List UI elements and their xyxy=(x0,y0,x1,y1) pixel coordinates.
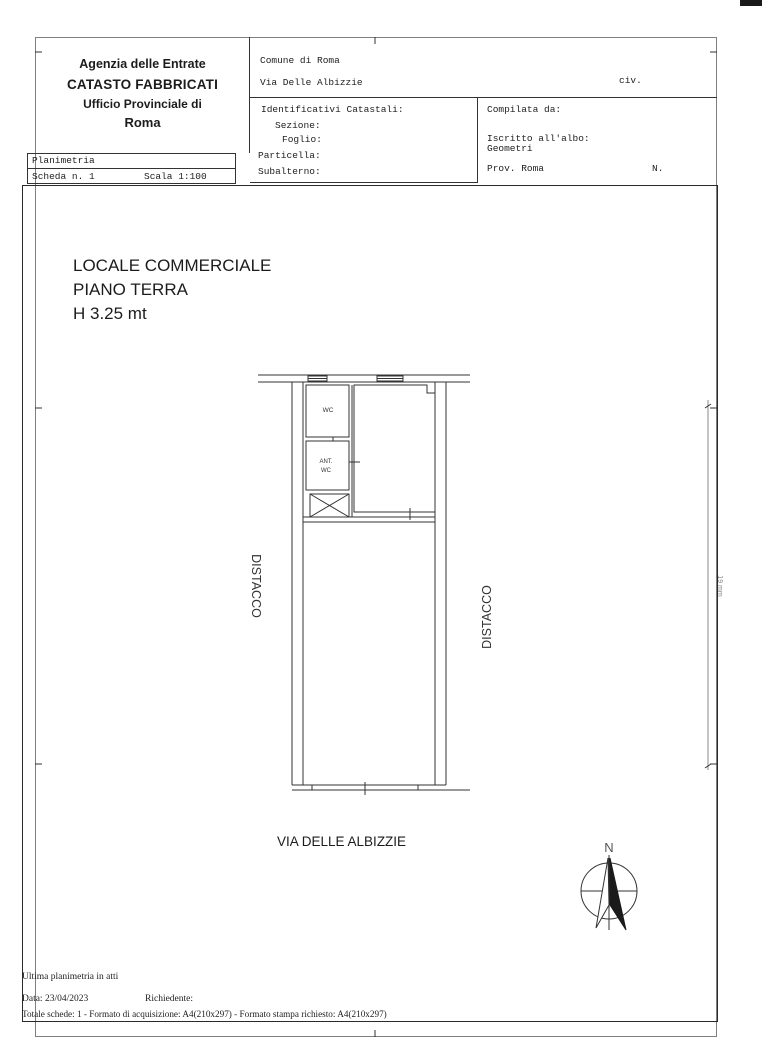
scala-label: Scala 1:100 xyxy=(144,171,207,182)
street-label: VIA DELLE ALBIZZIE xyxy=(277,834,407,849)
plan-title-line3: H 3.25 mt xyxy=(73,304,147,323)
ultima-label: Ultima planimetria in atti xyxy=(22,972,119,982)
ufficio-label: Ufficio Provinciale di xyxy=(83,97,202,111)
ant-wc-label: WC xyxy=(321,468,331,474)
data-label: Data: 23/04/2023 xyxy=(22,994,89,1004)
via-label: Via Delle Albizzie xyxy=(260,77,363,88)
foglio-label: Foglio: xyxy=(282,134,322,145)
distacco-left-label: DISTACCO xyxy=(249,554,263,618)
richiedente-label: Richiedente: xyxy=(145,994,194,1004)
north-label: N xyxy=(604,840,614,855)
ant-label: ANT. xyxy=(319,459,333,465)
planimetria-label: Planimetria xyxy=(32,155,95,166)
iscritto-label: Iscritto all'albo: xyxy=(487,133,590,144)
wc-label: WC xyxy=(322,407,334,414)
identificativi-label: Identificativi Catastali: xyxy=(261,104,404,115)
plan-title-line2: PIANO TERRA xyxy=(73,280,188,299)
civ-label: civ. xyxy=(619,75,642,86)
catasto-title: CATASTO FABBRICATI xyxy=(66,77,219,92)
totale-label: Totale schede: 1 - Formato di acquisizione: A4(210x297) - Formato stampa richiesto: A4(210x297) xyxy=(22,1009,387,1019)
sezione-label: Sezione: xyxy=(275,120,321,131)
plan-title-line1: LOCALE COMMERCIALE xyxy=(73,256,272,275)
comune-label: Comune di Roma xyxy=(260,55,340,66)
geometri-label: Geometri xyxy=(487,143,533,154)
city-label: Roma xyxy=(124,115,161,130)
side-dimension-label: 19 mm xyxy=(716,575,723,597)
agency-name: Agenzia delle Entrate xyxy=(79,57,206,71)
compilata-label: Compilata da: xyxy=(487,104,562,115)
subalterno-label: Subalterno: xyxy=(258,166,321,177)
n-label: N. xyxy=(652,163,664,174)
scheda-label: Scheda n. 1 xyxy=(32,171,95,182)
prov-label: Prov. Roma xyxy=(487,163,545,174)
distacco-right-label: DISTACCO xyxy=(480,585,494,649)
particella-label: Particella: xyxy=(258,150,321,161)
